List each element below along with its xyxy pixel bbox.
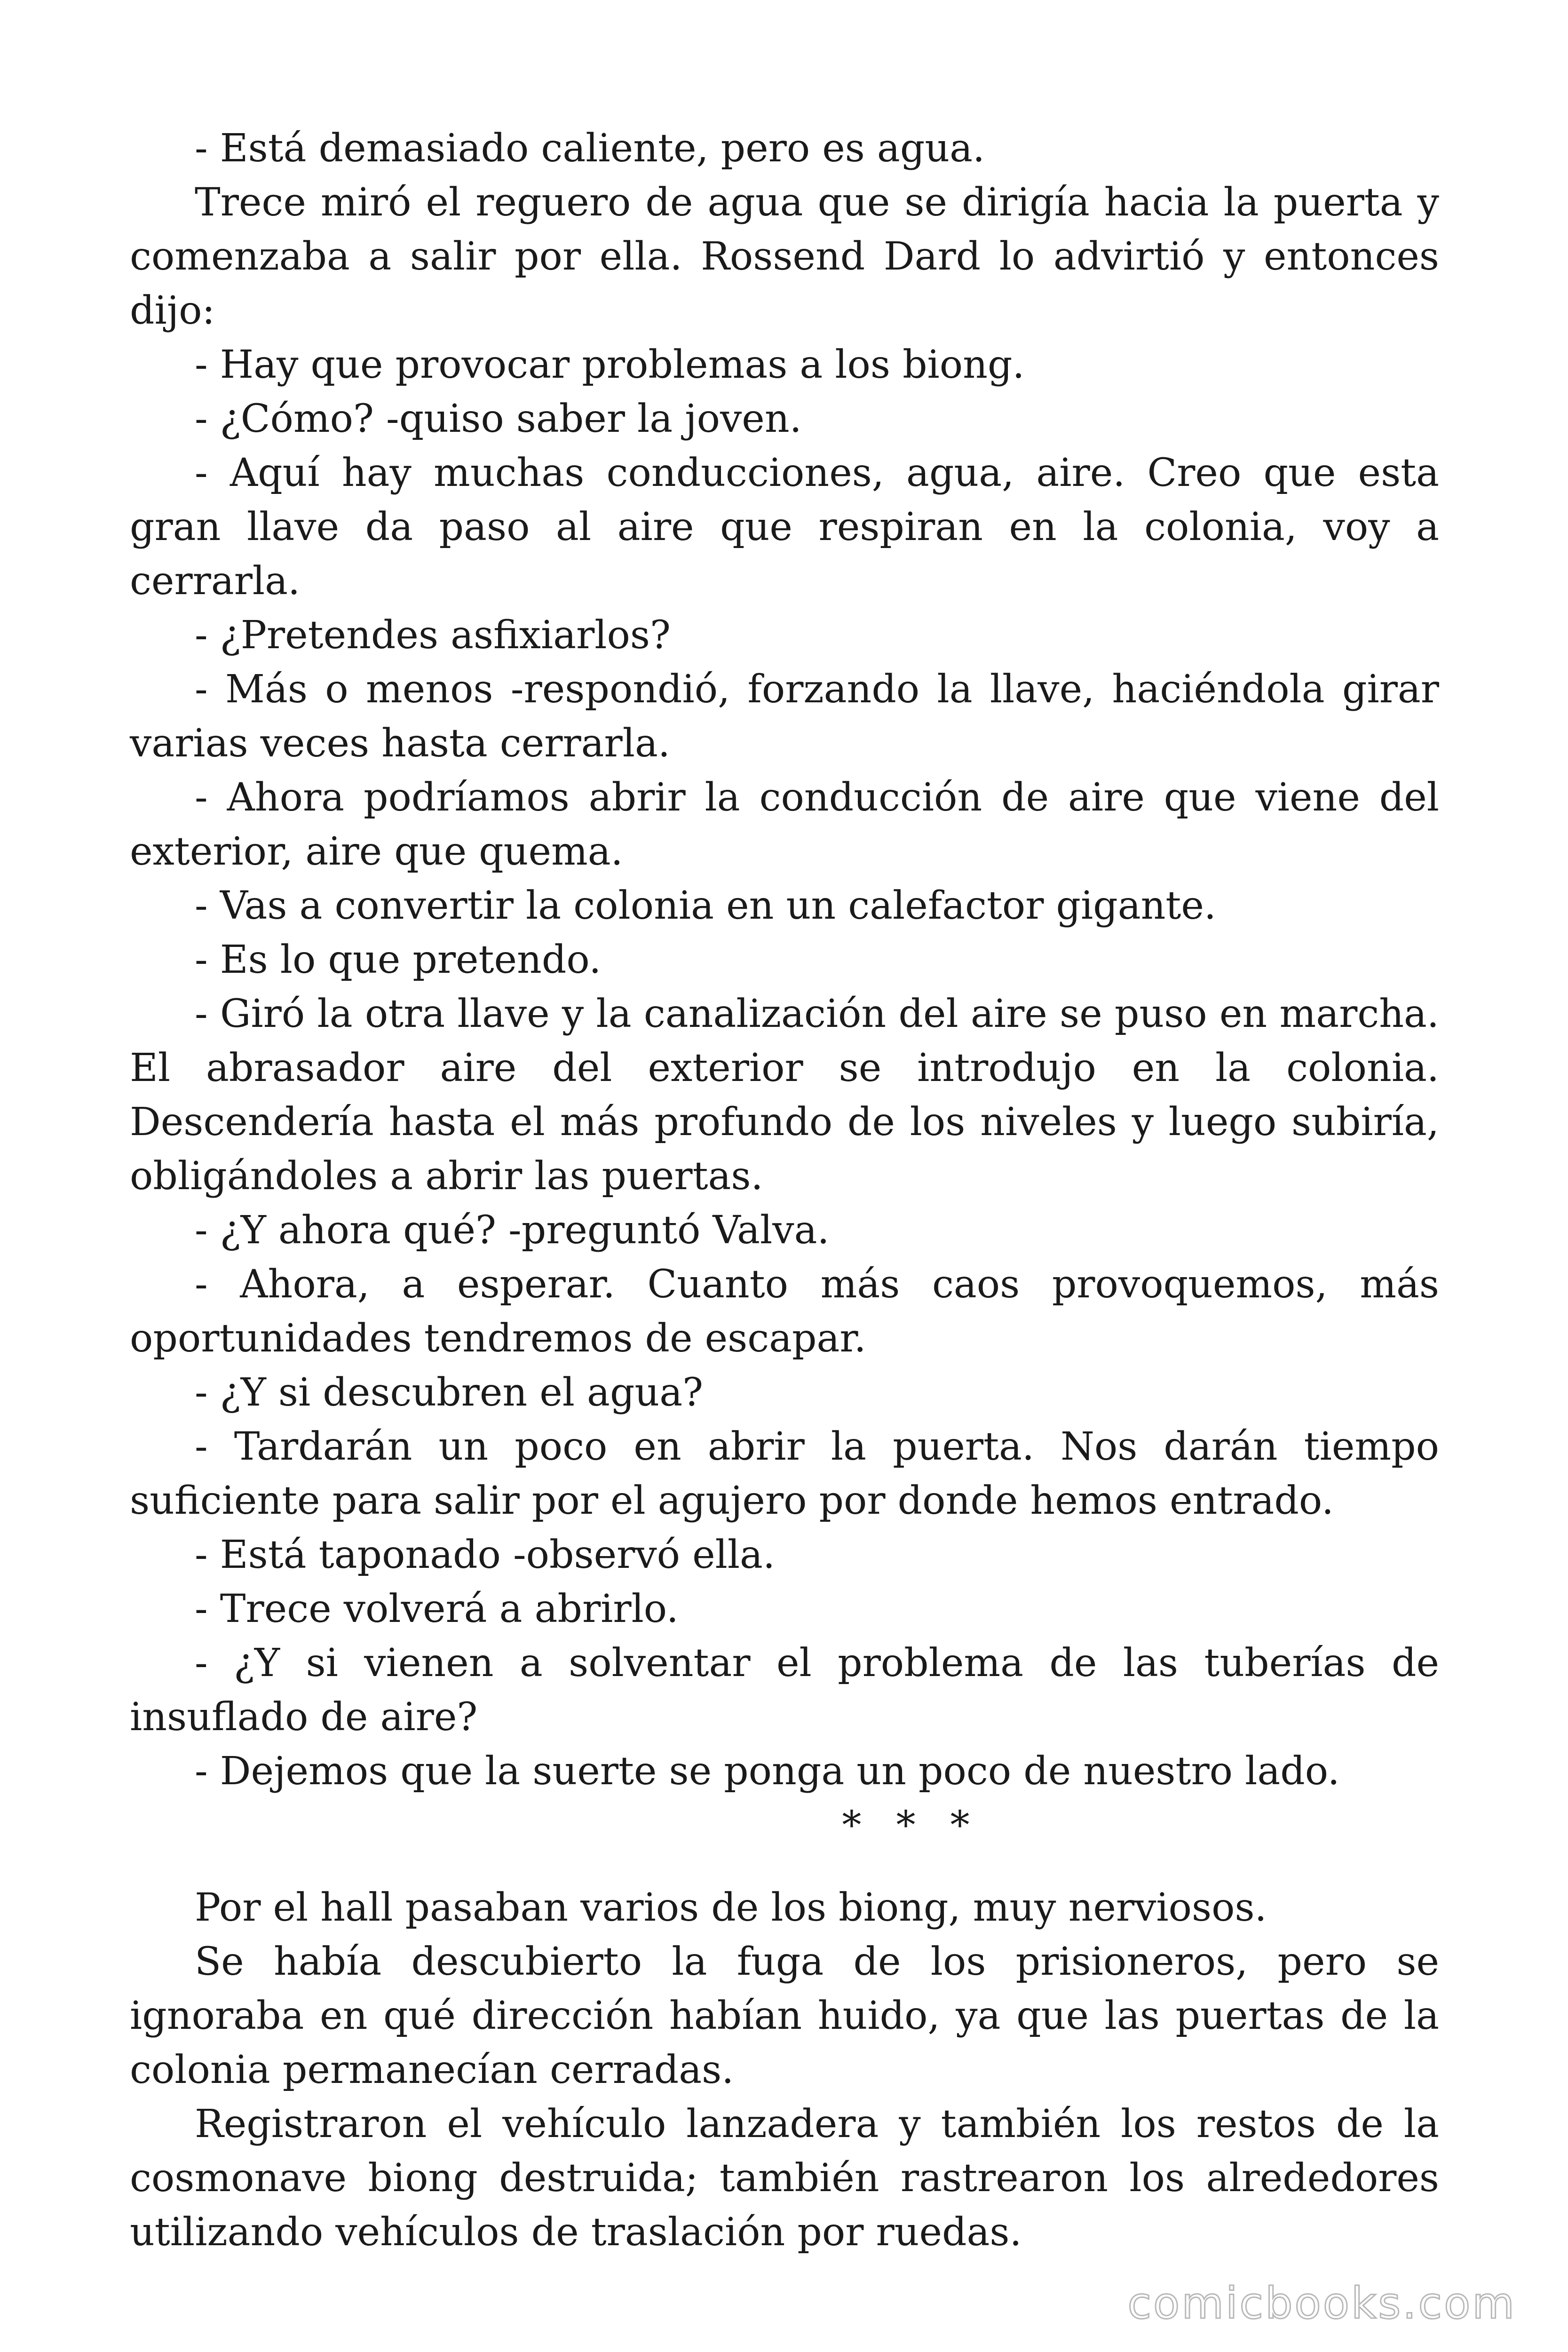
paragraph: Trece miró el reguero de agua que se dirigía hacia la puerta y comenzaba a salir por ella. Rossend Dard lo advirtió y entonces dijo: xyxy=(130,180,1439,333)
paragraph: - ¿Y si vienen a solventar el problema de las tuberías de insuflado de aire? xyxy=(130,1641,1439,1740)
paragraph: Se había descubierto la fuga de los prisioneros, pero se ignoraba en qué dirección habían huido, ya que las puertas de la colonia permanecían cerradas. xyxy=(130,1939,1439,2092)
paragraph: - Más o menos -respondió, forzando la llave, haciéndola girar varias veces hasta cerrarla. xyxy=(130,667,1439,766)
paragraph: - Dejemos que la suerte se ponga un poco de nuestro lado. xyxy=(195,1749,1340,1794)
paragraph: - Está taponado -observó ella. xyxy=(195,1533,776,1577)
paragraph: - Giró la otra llave y la canalización del aire se puso en marcha. El abrasador aire del exterior se introdujo en la colonia. Descendería hasta el más profundo de los niveles y luego subiría, obligándoles a abrir las puertas. xyxy=(130,992,1439,1199)
paragraph: - ¿Pretendes asfixiarlos? xyxy=(195,613,671,658)
paragraph: - Está demasiado caliente, pero es agua. xyxy=(195,126,985,171)
page-text xyxy=(130,121,1439,2259)
paragraph: - ¿Y si descubren el agua? xyxy=(195,1370,704,1415)
paragraph: - ¿Y ahora qué? -preguntó Valva. xyxy=(195,1208,830,1253)
section-gap xyxy=(130,1852,1439,1881)
paragraph: Por el hall pasaban varios de los biong, muy nerviosos. xyxy=(195,1885,1267,1930)
paragraph: - Ahora, a esperar. Cuanto más caos provoquemos, más oportunidades tendremos de escapar. xyxy=(130,1262,1439,1361)
paragraph: - Vas a convertir la colonia en un calefactor gigante. xyxy=(195,883,1216,928)
paragraph: - Aquí hay muchas conducciones, agua, aire. Creo que esta gran llave da paso al aire que respiran en la colonia, voy a cerrarla. xyxy=(130,451,1439,604)
paragraph: - Es lo que pretendo. xyxy=(195,938,602,982)
paragraph: - Hay que provocar problemas a los biong. xyxy=(195,342,1025,387)
section-separator: * * * xyxy=(842,1803,981,1848)
watermark-text: comicbooks.com xyxy=(1127,2278,1516,2328)
paragraph: - Tardarán un poco en abrir la puerta. Nos darán tiempo suficiente para salir por el agujero por donde hemos entrado. xyxy=(130,1424,1439,1523)
paragraph: - Trece volverá a abrirlo. xyxy=(195,1587,679,1631)
paragraph: - ¿Cómo? -quiso saber la joven. xyxy=(195,397,802,441)
paragraph: Registraron el vehículo lanzadera y también los restos de la cosmonave biong destruida; también rastrearon los alrededores utilizando vehículos de traslación por ruedas. xyxy=(130,2102,1439,2255)
paragraph: - Ahora podríamos abrir la conducción de aire que viene del exterior, aire que quema. xyxy=(130,775,1439,874)
